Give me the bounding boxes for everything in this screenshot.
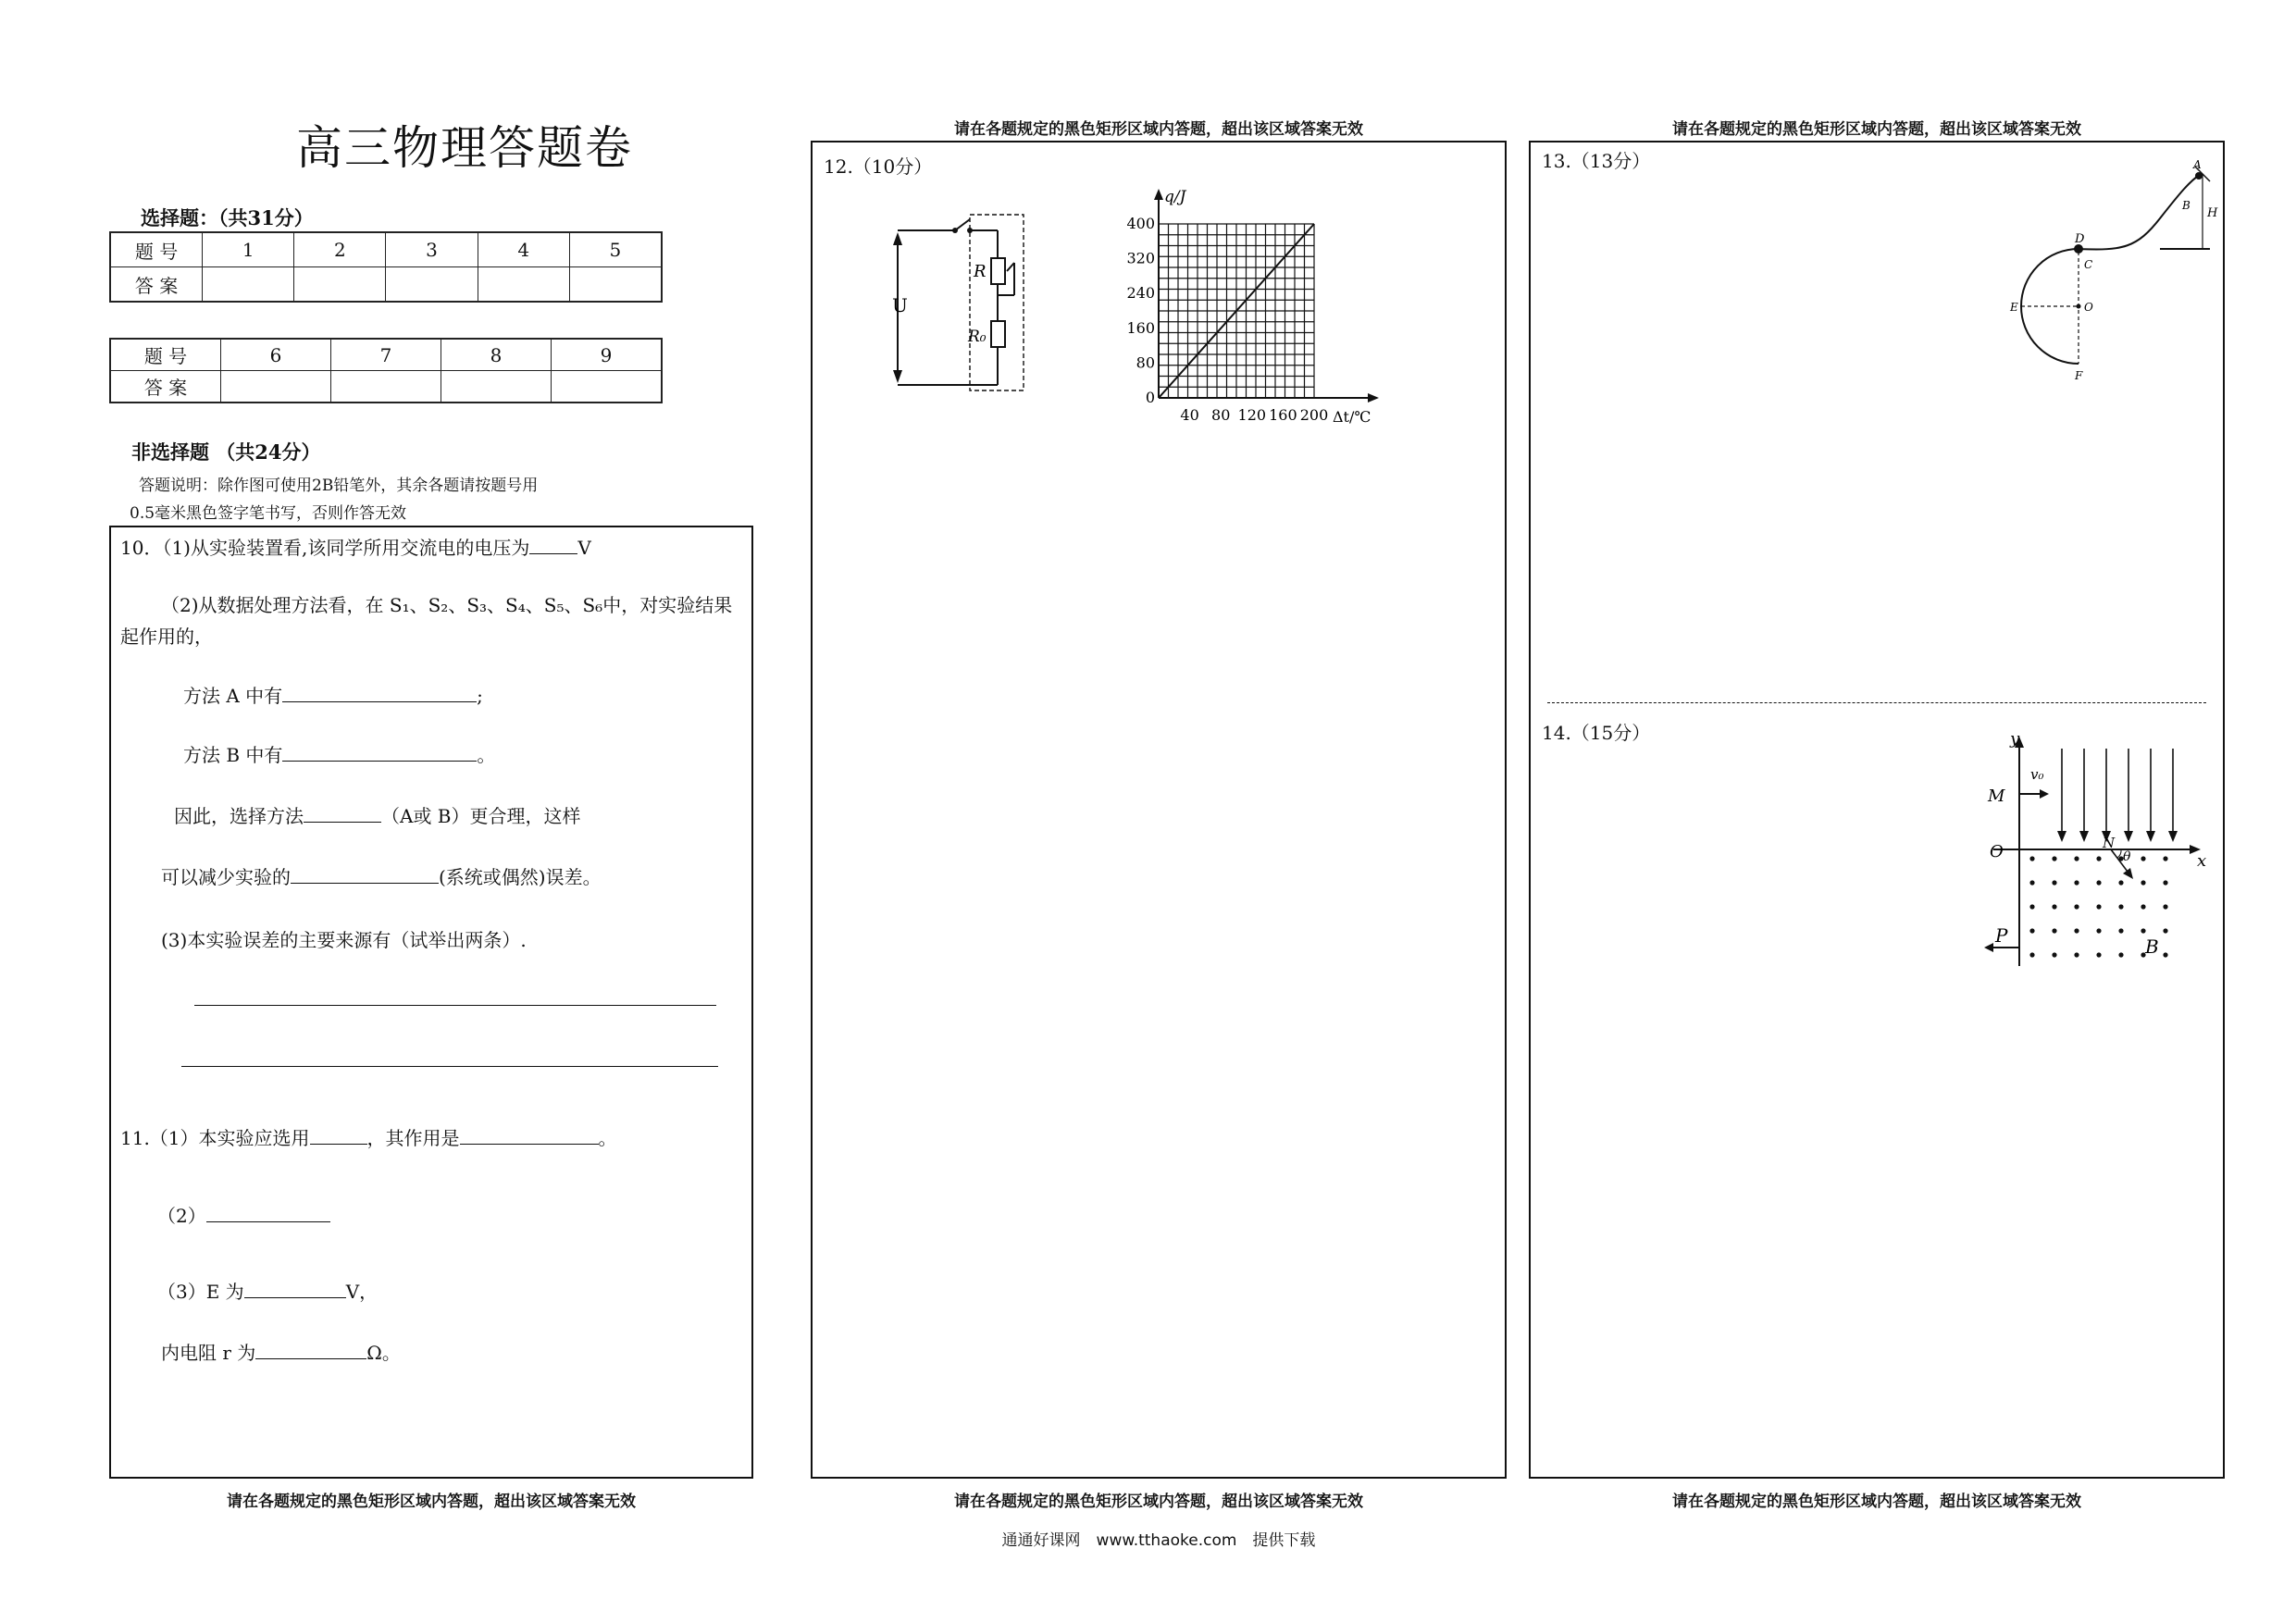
field-dot [2052,928,2056,933]
field-dot [2074,880,2079,885]
velocity-arrow-icon [2123,868,2133,879]
answer-cell[interactable] [569,267,662,303]
q11-internal-resistance: 内电阻 r 为 Ω。 [161,1342,401,1364]
answer-cell[interactable] [331,371,441,403]
table-row [110,267,662,303]
question-number: 1 [203,232,294,267]
answer-cell[interactable] [221,371,331,403]
point-c-label: C [2084,258,2093,271]
field-dot [2052,904,2056,909]
choice-heading: 选择题：（共31分） [141,206,314,229]
boundary-warning: 请在各题规定的黑色矩形区域内答题，超出该区域答案无效 [1672,120,2081,139]
boundary-warning: 请在各题规定的黑色矩形区域内答题，超出该区域答案无效 [954,1493,1363,1511]
question-number: 4 [478,232,569,267]
field-dot [2074,928,2079,933]
q10-part2: （2)从数据处理方法看，在 S₁、S₂、S₃、S₄、S₅、S₆中，对实验结果 [161,594,733,616]
field-dot [2096,880,2101,885]
x-tick-label: 160 [1269,406,1297,424]
field-diagram [1975,729,2207,975]
field-dot [2163,928,2167,933]
answer-box-13-14[interactable] [1529,141,2225,1479]
arrow-down-icon [893,370,902,383]
angle-label: θ [2123,849,2131,864]
x-tick-label: 80 [1211,406,1231,424]
y-tick-label: 320 [1126,249,1155,267]
row-label: 题 号 [110,232,203,267]
q13-label: 13.（13分） [1542,150,1651,172]
y-tick-label: 80 [1136,353,1155,372]
arrow-down-icon [2124,831,2133,842]
answer-cell[interactable] [478,267,569,303]
x-axis-arrow-icon [1368,393,1379,403]
page-title: 高三物理答题卷 [296,121,633,175]
arrow-down-icon [2057,831,2066,842]
q12-label: 12.（10分） [824,155,933,178]
q11-part1: 11.（1）本实验应选用 ，其作用是 。 [120,1127,617,1149]
field-dot [2096,952,2101,957]
blank[interactable] [304,803,381,823]
x-tick-label: 120 [1237,406,1267,424]
resistor-r-label: R [974,262,987,281]
field-dot [2096,904,2101,909]
answer-cell[interactable] [294,267,386,303]
nonchoice-heading: 非选择题 （共24分） [131,440,321,464]
point-m-label: M [1988,787,2005,806]
point-n-label: N [2103,835,2116,851]
field-dot [2118,952,2123,957]
point-a-label: A [2193,158,2202,171]
arrow-left-icon [1984,943,1993,952]
answer-note: 答题说明：除作图可使用2B铅笔外，其余各题请按题号用 [139,477,539,495]
field-dot [2096,856,2101,861]
q10-part2-cont: 起作用的， [120,626,213,648]
y-axis-label: y [2010,729,2020,749]
field-dot [2118,880,2123,885]
x-axis-label: x [2197,851,2207,871]
blank[interactable] [282,742,477,762]
q-vs-dt-chart [1118,187,1388,426]
field-dot [2052,856,2056,861]
field-dot [2052,952,2056,957]
q10-error-type: 可以减少实验的 (系统或偶然)误差。 [161,866,602,888]
question-number: 5 [569,232,662,267]
boundary-warning: 请在各题规定的黑色矩形区域内答题，超出该区域答案无效 [954,120,1363,139]
track-diagram [1984,158,2218,383]
point-e-label: E [2010,301,2018,314]
arrow-up-icon [893,232,902,245]
resistor-r0-label: R₀ [968,328,987,346]
answer-box-12[interactable] [811,141,1507,1479]
blank[interactable] [291,864,439,884]
blank[interactable] [255,1340,366,1359]
switch-contact [952,228,958,233]
q10-choose-method: 因此，选择方法 （A或 B）更合理，这样 [174,805,581,827]
height-label: H [2207,206,2218,220]
q11-part3: （3）E 为 V， [157,1281,379,1303]
field-dot [2096,928,2101,933]
answer-box-10-11[interactable] [109,526,753,1479]
question-number: 9 [552,339,663,371]
q10-method-b: 方法 B 中有 。 [183,744,496,766]
q10-method-a: 方法 A 中有 ; [183,685,483,707]
field-dot [2141,928,2145,933]
answer-line[interactable] [181,1066,718,1067]
field-dot [2141,856,2145,861]
arrow-down-icon [2079,831,2089,842]
row-label: 答 案 [110,371,221,403]
field-b-label: B [2145,935,2159,958]
field-dot [2029,928,2034,933]
answer-table-1 [109,231,663,303]
origin-label: O [1990,842,2004,861]
blank[interactable] [529,535,577,554]
answer-line[interactable] [194,1005,716,1006]
boundary-warning: 请在各题规定的黑色矩形区域内答题，超出该区域答案无效 [1672,1493,2081,1511]
y-tick-label: 240 [1126,284,1155,303]
field-dot [2074,952,2079,957]
field-dot [2141,904,2145,909]
voltage-label: U [892,294,908,316]
q10-part3: (3)本实验误差的主要来源有（试举出两条）. [161,929,527,951]
answer-note: 0.5毫米黑色签字笔书写，否则作答无效 [130,504,407,523]
arrow-down-icon [2146,831,2155,842]
center-dot [2077,304,2081,309]
y-tick-label: 0 [1145,389,1155,406]
y-tick-label: 400 [1126,215,1155,232]
point-p-label: P [1995,924,2008,947]
arrow-down-icon [2168,831,2178,842]
row-label: 题 号 [110,339,221,371]
question-number: 8 [441,339,552,371]
field-dot [2163,952,2167,957]
x-tick-label: 200 [1299,406,1329,424]
q14-label: 14.（15分） [1542,722,1651,744]
answer-cell[interactable] [386,267,478,303]
y-axis-label: q/J [1164,188,1186,206]
circuit-diagram [870,212,999,397]
field-dot [2029,880,2034,885]
q11-part2: （2） [157,1201,330,1228]
blank[interactable] [206,1203,330,1222]
question-number: 2 [294,232,386,267]
field-dot [2163,880,2167,885]
x-tick-label: 40 [1180,406,1199,424]
q10-part1: 10．（1)从实验装置看,该同学所用交流电的电压为 V [120,537,591,559]
arrow-right-icon [2040,789,2049,799]
field-dot [2052,880,2056,885]
table-row [110,339,662,371]
section-divider [1547,702,2206,703]
point-f-label: F [2075,369,2083,382]
y-tick-label: 160 [1126,318,1155,337]
field-dot [2029,856,2034,861]
answer-cell[interactable] [441,371,552,403]
point-b-label: B [2182,199,2191,212]
field-dot [2029,952,2034,957]
question-number: 7 [331,339,441,371]
blank[interactable] [460,1125,599,1145]
table-row [110,232,662,267]
answer-table-2 [109,338,663,403]
row-label: 答 案 [110,267,203,303]
y-axis-arrow-icon [1154,189,1163,200]
question-number: 3 [386,232,478,267]
field-dot [2029,904,2034,909]
field-dot [2074,856,2079,861]
point-d-label: D [2075,232,2085,246]
field-dot [2141,880,2145,885]
answer-cell[interactable] [552,371,663,403]
ball-icon [2195,172,2203,180]
field-dot [2118,928,2123,933]
question-number: 6 [221,339,331,371]
answer-cell[interactable] [203,267,294,303]
blank[interactable] [310,1125,367,1145]
point-o-label: O [2084,301,2093,314]
field-dot [2163,856,2167,861]
boundary-warning: 请在各题规定的黑色矩形区域内答题，超出该区域答案无效 [227,1493,636,1511]
blank[interactable] [244,1279,346,1298]
footer-credit: 通通好课网 www.tthaoke.com 提供下载 [1001,1531,1316,1550]
field-dot [2118,904,2123,909]
velocity-label: v₀ [2030,766,2044,783]
field-dot [2074,904,2079,909]
x-axis-label: Δt/℃ [1333,408,1371,426]
blank[interactable] [282,683,477,702]
table-row [110,371,662,403]
field-dot [2163,904,2167,909]
